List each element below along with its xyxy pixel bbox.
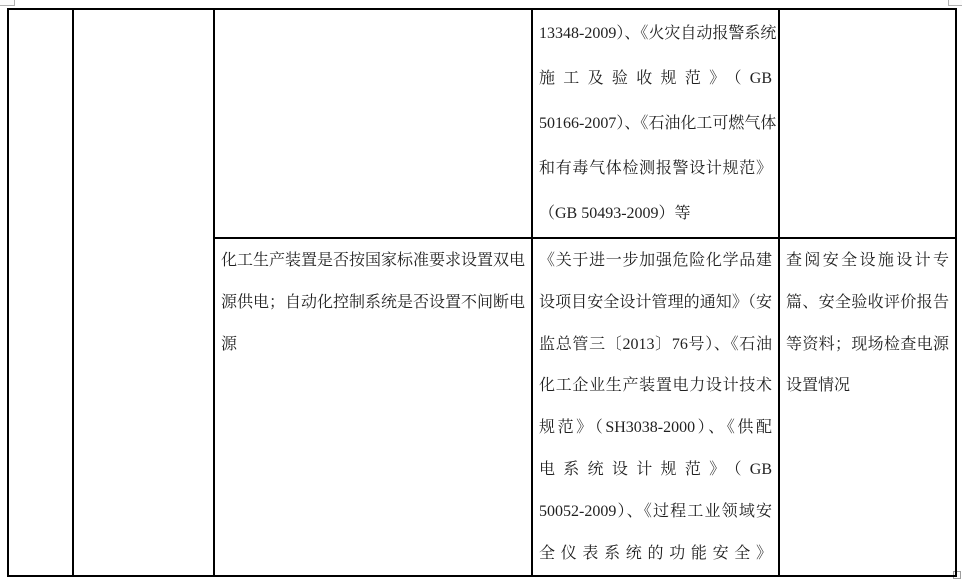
cell-method-row2[interactable] (779, 238, 956, 576)
inspection-table (7, 8, 957, 577)
table-handle-top-right-icon[interactable] (948, 0, 962, 6)
cell-basis-row2[interactable] (532, 238, 779, 576)
method-row2-text: 查阅安全设施设计专 篇、安全验收评价报告 等资料；现场检查电源 设置情况 (786, 252, 949, 395)
basis-row2-text: 《关于进一步加强危险化学品建 设项目安全设计管理的通知》（安 监总管三〔2013〕76号）、《石油 化工企业生产装置电力设计技术 规范》（SH3038-2000）、《供配 电系统设计规范》（GB 50052-2009）、《过程工业领域安 全仪表系统的功能安全》 (539, 252, 772, 562)
cell-basis-row1[interactable] (532, 9, 779, 238)
cell-inspection-item-row2[interactable] (214, 238, 532, 576)
cell-left-col2-merged[interactable] (73, 9, 214, 576)
basis-row1-text: 13348-2009）、《火灾自动报警系统 施工及验收规范》（GB 50166-2007）、《石油化工可燃气体 和有毒气体检测报警设计规范》 （GB 50493-2009）等 (539, 25, 777, 222)
cell-left-col1-merged[interactable] (8, 9, 73, 576)
table-handle-top-left-icon[interactable] (0, 0, 15, 6)
cell-inspection-item-row1[interactable] (214, 9, 532, 238)
cell-method-row1[interactable] (779, 9, 956, 238)
inspection-item-row2-text: 化工生产装置是否按国家标准要求设置双电 源供电；自动化控制系统是否设置不间断电 源 (221, 252, 526, 353)
